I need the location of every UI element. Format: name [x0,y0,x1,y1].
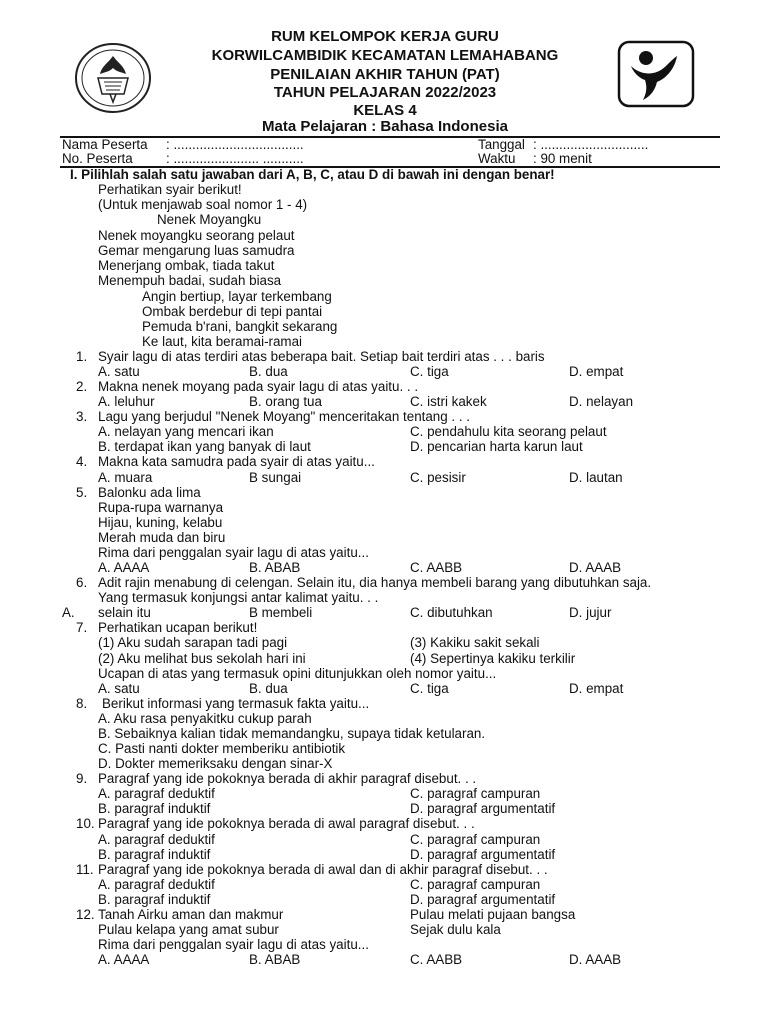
question-number: 9. [76,771,88,786]
poem-note: (Untuk menjawab soal nomor 1 - 4) [98,197,308,212]
tut-wuri-handayani-logo [74,42,152,114]
header-line-1: RUM KELOMPOK KERJA GURU [271,28,499,45]
waktu-label: Waktu [478,151,516,166]
option-d: D. empat [569,681,624,696]
option-a: A. paragraf deduktif [98,877,215,892]
poem-title: Nenek Moyangku [157,212,262,227]
question-text: Makna kata samudra pada syair di atas yaitu... [98,454,375,469]
option-b: B sungai [249,470,302,485]
statement: (3) Kakiku sakit sekali [410,635,540,650]
question-number: 7. [76,620,88,635]
option-d: D. jujur [569,605,612,620]
option-a: A. satu [98,364,140,379]
option-d: D. paragraf argumentatif [410,801,556,816]
option-c: C. paragraf campuran [410,786,541,801]
poem-line: Gemar mengarung luas samudra [98,243,295,258]
question-number: 10. [76,816,95,831]
question-text: Paragraf yang ide pokoknya berada di awal dan di akhir paragraf disebut. . . [98,862,548,877]
option-b: B membeli [249,605,313,620]
option-b: B. terdapat ikan yang banyak di laut [98,439,311,454]
poem-line: Ke laut, kita beramai-ramai [142,334,303,349]
poem-line: Nenek moyangku seorang pelaut [98,228,295,243]
question-number: 3. [76,409,88,424]
question-text: Merah muda dan biru [98,530,226,545]
option-b: B. ABAB [249,560,301,575]
no-label: No. Peserta [62,151,133,166]
statement: (2) Aku melihat bus sekolah hari ini [98,651,306,666]
option-d: D. paragraf argumentatif [410,892,556,907]
option-a: A. satu [98,681,140,696]
option-a: A. AAAA [98,952,150,967]
option-b: B. ABAB [249,952,301,967]
question-number: 11. [76,862,94,877]
question-number: 8. [76,696,88,711]
question-text: Rupa-rupa warnanya [98,500,224,515]
option-d: D. pencarian harta karun laut [410,439,583,454]
option-d: D. nelayan [569,394,634,409]
poem-line: Tanah Airku aman dan makmur [98,907,284,922]
option-a: A. AAAA [98,560,150,575]
option-b: B. dua [249,681,288,696]
subject-title: Mata Pelajaran : Bahasa Indonesia [262,118,508,135]
poem-line: Menempuh badai, sudah biasa [98,273,282,288]
school-logo [617,40,695,108]
option-c: C. Pasti nanti dokter memberiku antibiotik [98,741,346,756]
option-d: D. AAAB [569,560,622,575]
header-line-5: KELAS 4 [353,102,417,119]
option-c: C. paragraf campuran [410,832,541,847]
option-c: C. dibutuhkan [410,605,493,620]
option-d: D. lautan [569,470,623,485]
nama-label: Nama Peserta [62,137,148,152]
poem-line: Pulau kelapa yang amat subur [98,922,279,937]
question-text: Berikut informasi yang termasuk fakta yaitu... [102,696,370,711]
option-c: C. tiga [410,364,449,379]
option-b: B. Sebaiknya kalian tidak memandangku, supaya tidak ketularan. [98,726,486,741]
question-text: Lagu yang berjudul "Nenek Moyang" menceritakan tentang . . . [98,409,471,424]
question-text: Paragraf yang ide pokoknya berada di akhir paragraf disebut. . . [98,771,477,786]
question-number: 2. [76,379,88,394]
option-b: B. dua [249,364,288,379]
option-a: selain itu [98,605,151,620]
question-text: Yang termasuk konjungsi antar kalimat yaitu. . . [98,590,379,605]
waktu-value: : 90 menit [533,151,592,166]
poem-line: Angin bertiup, layar terkembang [142,289,332,304]
option-b: B. paragraf induktif [98,892,211,907]
question-number: 4. [76,454,88,469]
option-a: A. nelayan yang mencari ikan [98,424,274,439]
option-c: C. pesisir [410,470,466,485]
poem-line: Pemuda b'rani, bangkit sekarang [142,319,338,334]
option-d: D. empat [569,364,624,379]
option-c: C. istri kakek [410,394,487,409]
option-c: C. paragraf campuran [410,877,541,892]
poem-line: Sejak dulu kala [410,922,501,937]
option-a: A. Aku rasa penyakitku cukup parah [98,711,312,726]
option-a: A. paragraf deduktif [98,786,215,801]
question-text: Paragraf yang ide pokoknya berada di awal paragraf disebut. . . [98,816,475,831]
option-d: D. paragraf argumentatif [410,847,556,862]
header-line-2: KORWILCAMBIDIK KECAMATAN LEMAHABANG [211,47,559,64]
option-c: C. AABB [410,952,463,967]
poem-line: Menerjang ombak, tiada takut [98,258,275,273]
question-number: 1. [76,349,88,364]
question-number: 12. [76,907,95,922]
header-line-3: PENILAIAN AKHIR TAHUN (PAT) [270,66,500,83]
option-c: C. AABB [410,560,463,575]
question-number: 6. [76,575,88,590]
option-d: D. Dokter memeriksaku dengan sinar-X [98,756,333,771]
option-a: A. paragraf deduktif [98,832,215,847]
poem-intro: Perhatikan syair berikut! [98,182,242,197]
option-b: B. paragraf induktif [98,801,211,816]
question-text: Adit rajin menabung di celengan. Selain itu, dia hanya membeli barang yang dibutuhkan saja. [98,575,652,590]
question-text: Rima dari penggalan syair lagu di atas yaitu... [98,545,369,560]
no-value: : ....................... ........... [166,151,304,166]
nama-value: : ................................... [166,137,304,152]
section-title: I. Pilihlah salah satu jawaban dari A, B, C, atau D di bawah ini dengan benar! [70,167,555,182]
option-a: A. muara [98,470,153,485]
question-number: 5. [76,485,88,500]
question-text: Ucapan di atas yang termasuk opini ditunjukkan oleh nomor yaitu... [98,666,497,681]
question-text: Syair lagu di atas terdiri atas beberapa bait. Setiap bait terdiri atas . . . baris [98,349,545,364]
question-text: Rima dari penggalan syair lagu di atas yaitu... [98,937,369,952]
statement: (1) Aku sudah sarapan tadi pagi [98,635,288,650]
tanggal-value: : ............................. [533,137,649,152]
question-text: Makna nenek moyang pada syair lagu di atas yaitu. . . [98,379,419,394]
poem-line: Pulau melati pujaan bangsa [410,907,576,922]
option-c: C. tiga [410,681,449,696]
option-b: B. paragraf induktif [98,847,211,862]
question-text: Balonku ada lima [98,485,201,500]
statement: (4) Sepertinya kakiku terkilir [410,651,576,666]
option-d: D. AAAB [569,952,622,967]
option-a-letter: A. [62,605,75,620]
question-text: Perhatikan ucapan berikut! [98,620,258,635]
option-a: A. leluhur [98,394,155,409]
header-line-4: TAHUN PELAJARAN 2022/2023 [273,84,497,101]
question-text: Hijau, kuning, kelabu [98,515,223,530]
poem-line: Ombak berdebur di tepi pantai [142,304,323,319]
tanggal-label: Tanggal [478,137,525,152]
option-b: B. orang tua [249,394,322,409]
option-c: C. pendahulu kita seorang pelaut [410,424,607,439]
